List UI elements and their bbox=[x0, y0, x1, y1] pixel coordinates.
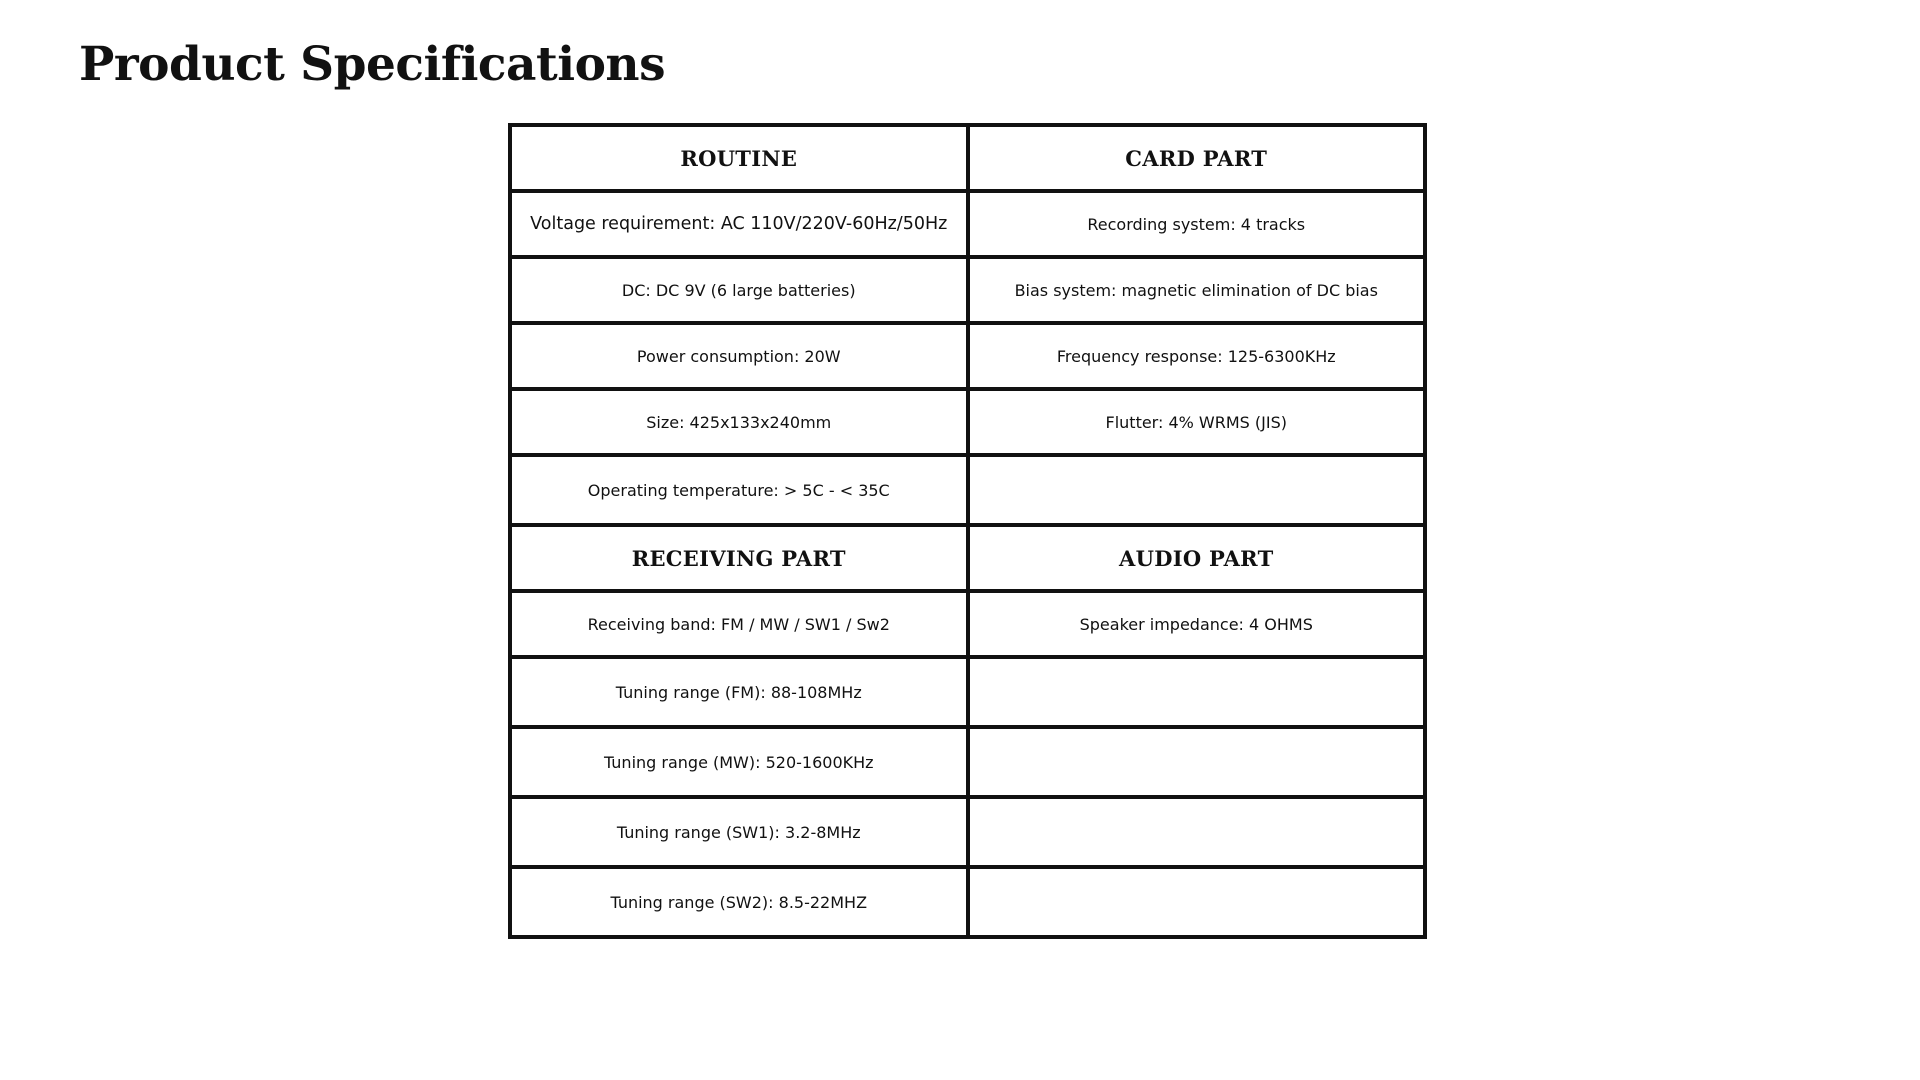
table-row bbox=[510, 323, 1425, 389]
table-cell: Recording system: 4 tracks bbox=[968, 191, 1426, 257]
table-cell: Tuning range (FM): 88-108MHz bbox=[510, 657, 968, 727]
table-row bbox=[510, 591, 1425, 657]
table-cell: Frequency response: 125-6300KHz bbox=[968, 323, 1426, 389]
table-row bbox=[510, 191, 1425, 257]
table-cell bbox=[968, 455, 1426, 525]
table-cell: Bias system: magnetic elimination of DC bias bbox=[968, 257, 1426, 323]
table-cell: Flutter: 4% WRMS (JIS) bbox=[968, 389, 1426, 455]
header-receiving-part: RECEIVING PART bbox=[510, 525, 968, 591]
table-cell bbox=[968, 657, 1426, 727]
table-row bbox=[510, 389, 1425, 455]
spec-table bbox=[508, 123, 1427, 939]
table-cell: Speaker impedance: 4 OHMS bbox=[968, 591, 1426, 657]
table-cell: Tuning range (SW2): 8.5-22MHZ bbox=[510, 867, 968, 937]
header-card-part: CARD PART bbox=[968, 125, 1426, 191]
header-routine: ROUTINE bbox=[510, 125, 968, 191]
table-cell: DC: DC 9V (6 large batteries) bbox=[510, 257, 968, 323]
table-cell: Size: 425x133x240mm bbox=[510, 389, 968, 455]
table-row bbox=[510, 727, 1425, 797]
table-row bbox=[510, 867, 1425, 937]
header-audio-part: AUDIO PART bbox=[968, 525, 1426, 591]
table-header-row bbox=[510, 125, 1425, 191]
table-cell bbox=[968, 797, 1426, 867]
table-cell: Operating temperature: > 5C - < 35C bbox=[510, 455, 968, 525]
table-cell: Voltage requirement: AC 110V/220V-60Hz/50Hz bbox=[510, 191, 968, 257]
table-cell bbox=[968, 867, 1426, 937]
table-cell bbox=[968, 727, 1426, 797]
table-cell: Receiving band: FM / MW / SW1 / Sw2 bbox=[510, 591, 968, 657]
page-title: Product Specifications bbox=[79, 37, 666, 92]
table-header-row bbox=[510, 525, 1425, 591]
table-cell: Tuning range (MW): 520-1600KHz bbox=[510, 727, 968, 797]
table-cell: Tuning range (SW1): 3.2-8MHz bbox=[510, 797, 968, 867]
table-row bbox=[510, 797, 1425, 867]
table-row bbox=[510, 657, 1425, 727]
table-row bbox=[510, 455, 1425, 525]
table-cell: Power consumption: 20W bbox=[510, 323, 968, 389]
table-row bbox=[510, 257, 1425, 323]
